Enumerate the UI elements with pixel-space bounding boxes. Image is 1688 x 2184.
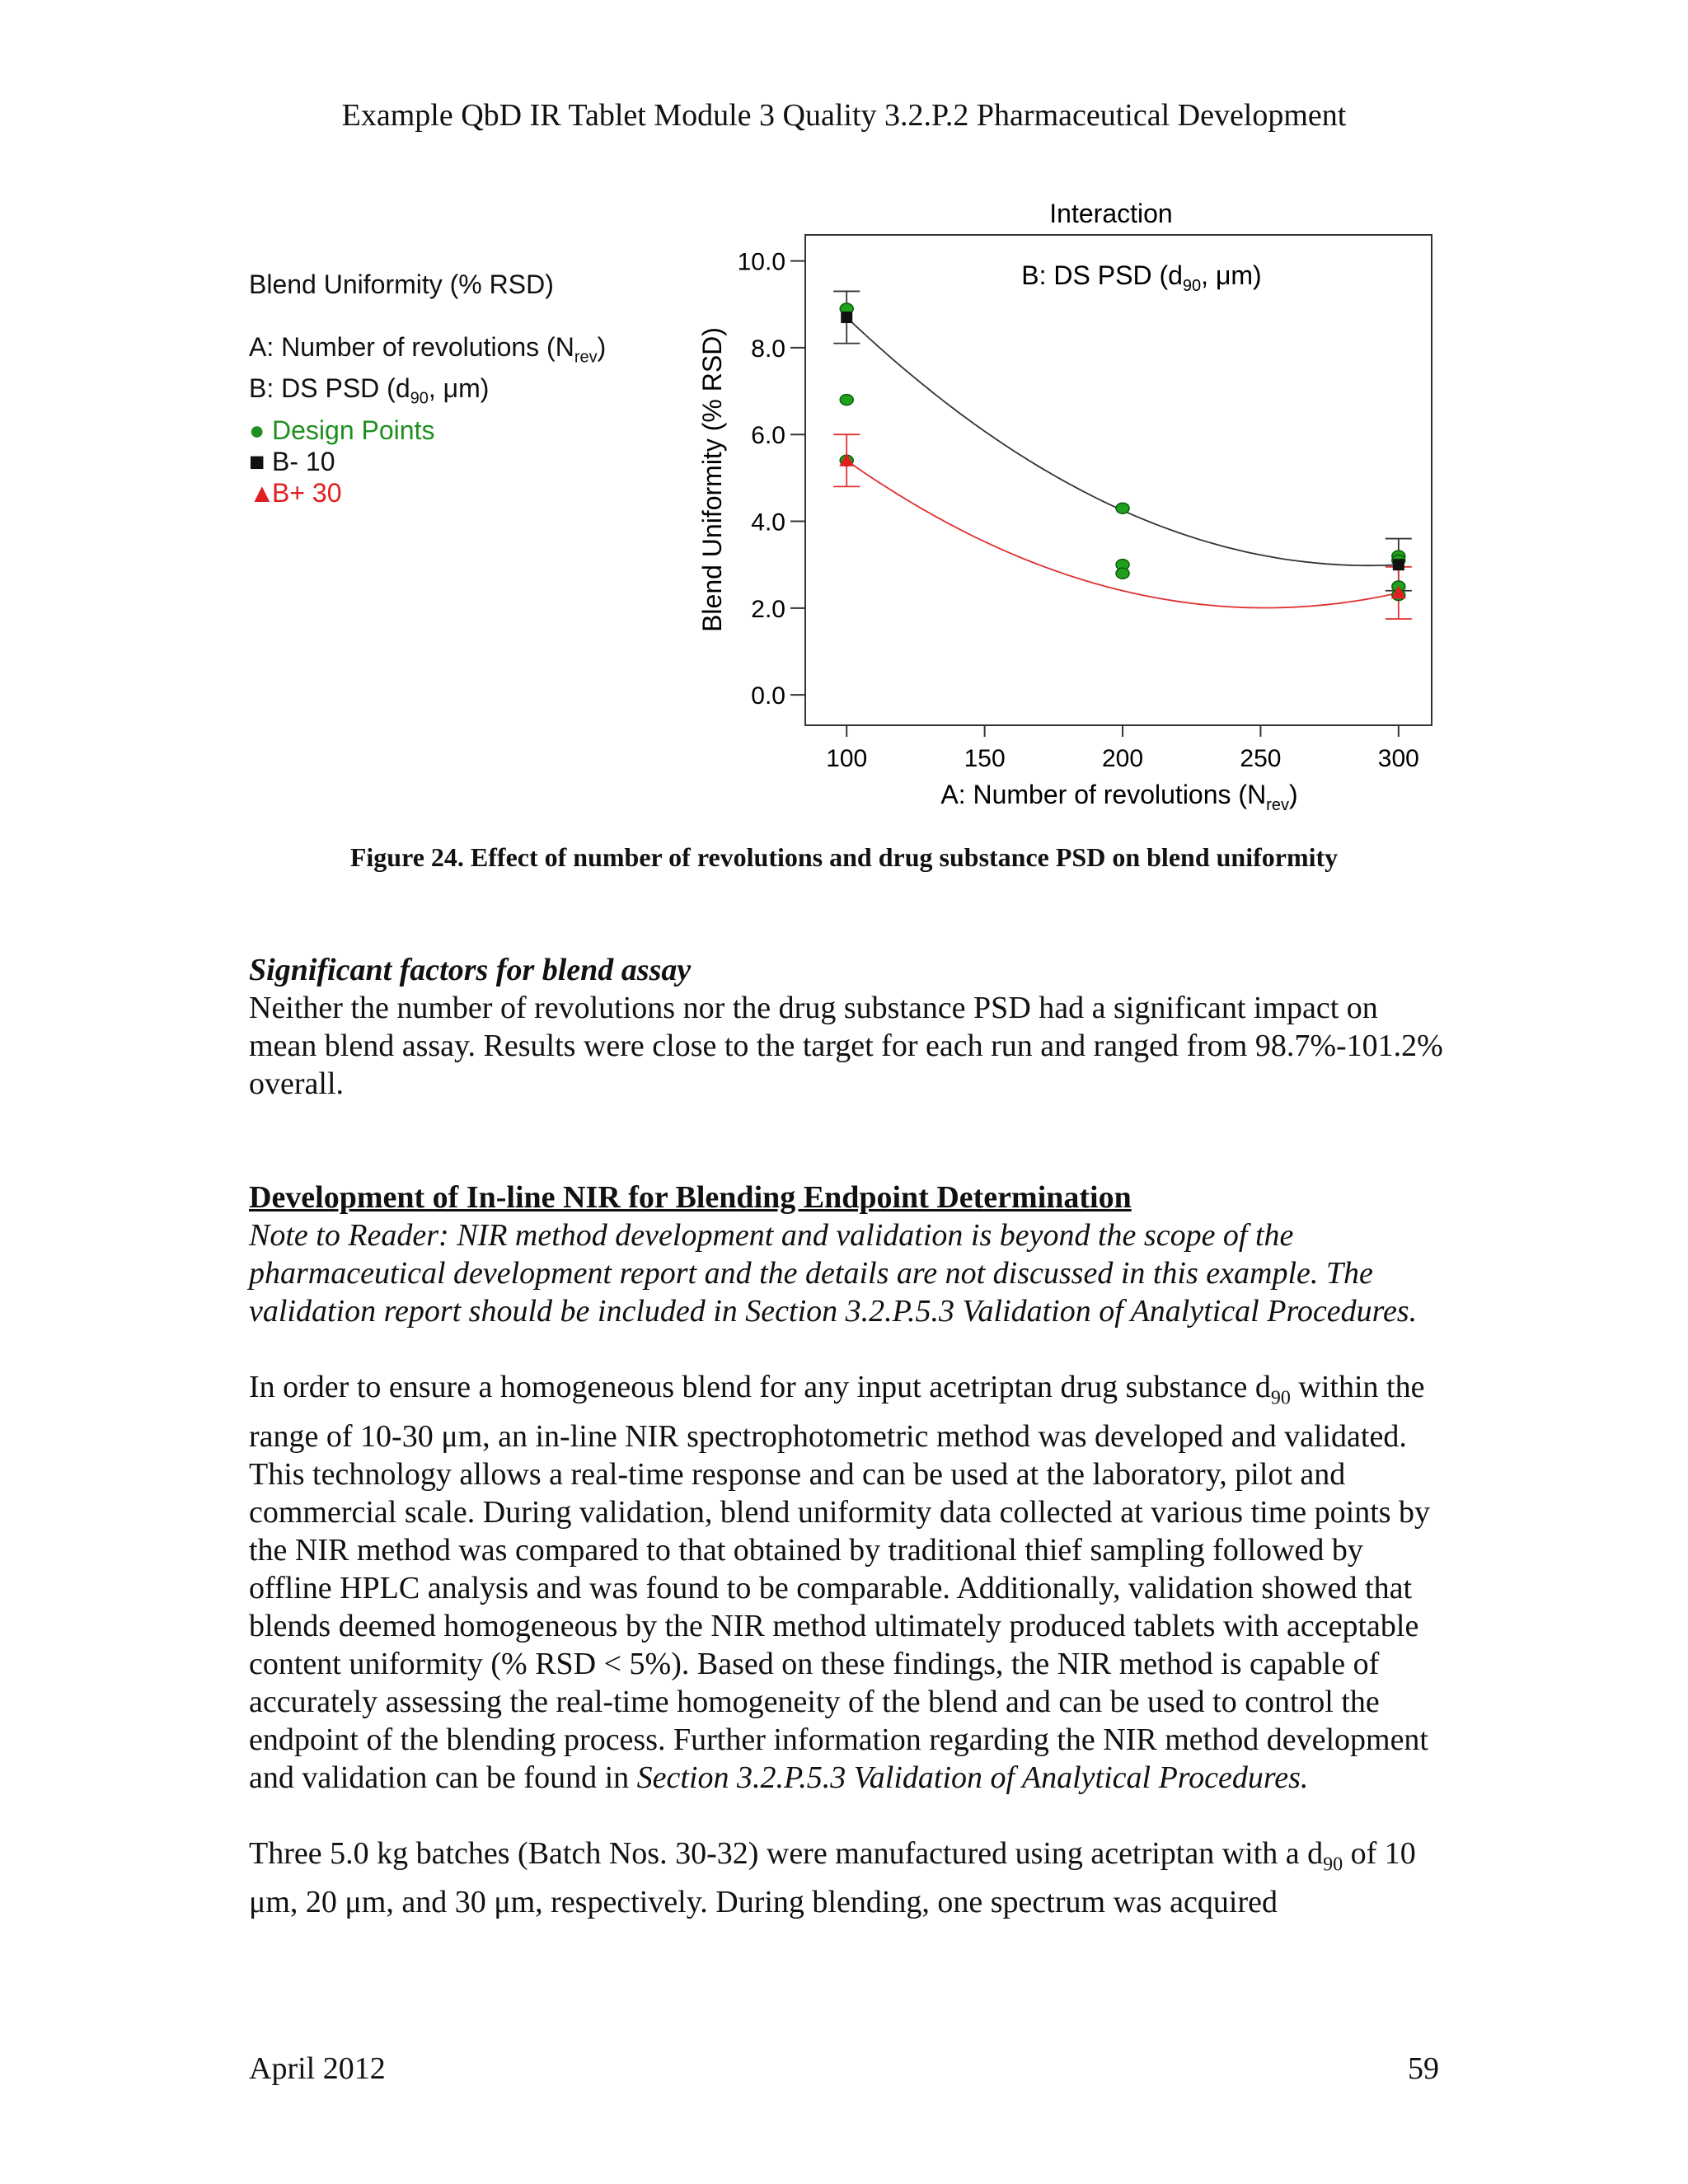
paragraph: In order to ensure a homogeneous blend for any input acetriptan drug substance $d_{90}$ within the range of 10-30 μm, an in-line NIR spectrophotometric method was developed and validated. This technology allows a real-time response and can be used at the laboratory, pilot and commercial scale. During validation, blend uniformity data collected at various time points by the NIR method was compared to that obtained by traditional thief sampling followed by offline HPLC analysis and was found to be comparable. Additionally, validation showed that blends deemed homogeneous by the NIR method ultimately produced tablets with acceptable content uniformity (% RSD < 5%). Based on these findings, the NIR method is capable of accurately assessing the real-time homogeneity of the blend and can be used to control the endpoint of the blending process. Further information regarding the NIR method development and validation can be found in Section 3.2.P.5.3 Validation of Analytical Procedures.: [249, 1370, 1431, 1795]
plot-frame: [805, 235, 1432, 725]
y-tick-label: 6.0: [751, 422, 785, 450]
paragraph: Neither the number of revolutions nor the drug substance PSD had a significant impact on mean blend assay. Results were close to the target for each run and ranged from 98.7%-101.2% overall.: [249, 991, 1443, 1101]
green-dot-icon: ●: [249, 415, 265, 445]
x-tick-label: 300: [1377, 745, 1419, 772]
x-axis-label: A: Number of revolutions $(N_{rev})$: [940, 780, 1298, 814]
legend-b-plus: ▲B+ 30: [249, 477, 342, 508]
x-tick-label: 200: [1101, 745, 1144, 772]
design-point: [840, 395, 853, 405]
series-line-b-minus: [846, 317, 1399, 565]
legend-factor-a: A: Number of revolutions $(N_{rev})$: [249, 332, 607, 367]
section-nir: [249, 1179, 1452, 1921]
series-line-b-plus: [846, 461, 1399, 608]
x-tick-label: 250: [1240, 745, 1282, 772]
y-tick-label: 8.0: [751, 335, 785, 363]
y-tick-label: 4.0: [751, 509, 785, 537]
y-tick-label: 10.0: [737, 248, 785, 276]
footer-date: April 2012: [249, 2051, 386, 2086]
y-tick-label: 2.0: [751, 595, 785, 623]
red-triangle-icon: ▲: [249, 477, 275, 508]
legend-title: Blend Uniformity (% RSD): [249, 269, 554, 299]
chart-inner-label: B: DS PSD ($d_{90}$, μm): [1021, 260, 1262, 295]
y-axis-label: Blend Uniformity (% RSD): [697, 327, 727, 632]
black-square-icon: ■: [249, 446, 265, 476]
paragraph: Three 5.0 kg batches (Batch Nos. 30-32) were manufactured using acetriptan with a $d_{90}$ of 10 μm, 20 μm, and 30 μm, respectively. During blending, one spectrum was acquired: [249, 1835, 1416, 1920]
section-heading: Significant factors for blend assay: [249, 953, 692, 987]
mean-marker-square: [1393, 559, 1404, 570]
design-point: [1116, 568, 1129, 579]
page-number: 59: [1408, 2051, 1439, 2086]
section-heading: Development of In-line NIR for Blending Endpoint Determination: [249, 1180, 1132, 1215]
note-to-reader: Note to Reader: NIR method development and validation is beyond the scope of the pharmaceutical development report and the details are not discussed in this example. The validation report should be included in Section 3.2.P.5.3 Validation of Analytical Procedures.: [249, 1218, 1418, 1329]
page-header: Example QbD IR Tablet Module 3 Quality 3.2.P.2 Pharmaceutical Development: [341, 98, 1347, 133]
design-point: [1116, 503, 1129, 513]
mean-marker-square: [841, 312, 852, 323]
x-tick-label: 100: [826, 745, 868, 772]
section-blend-assay: [249, 951, 1452, 1103]
legend-b-minus: ■ B- 10: [249, 446, 335, 476]
y-tick-label: 0.0: [751, 682, 785, 710]
chart-title: Interaction: [1049, 199, 1173, 228]
interaction-chart: [0, 0, 1688, 832]
legend-factor-b: B: DS PSD ($d_{90}$, μm): [249, 373, 490, 408]
x-tick-label: 150: [964, 745, 1006, 772]
figure-caption: Figure 24. Effect of number of revolutions and drug substance PSD on blend uniformity: [349, 842, 1339, 872]
legend-design-points: ● Design Points: [249, 415, 435, 445]
